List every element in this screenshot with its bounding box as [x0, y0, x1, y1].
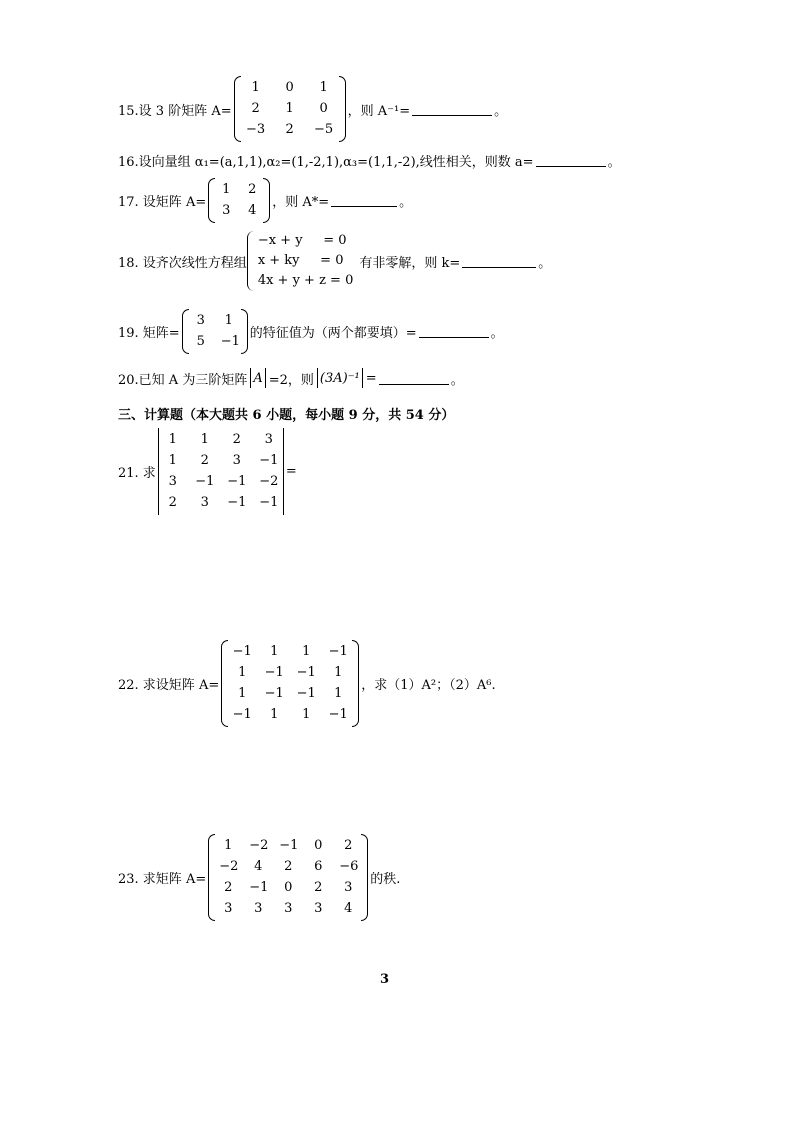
- matrix-cell: 2: [344, 838, 353, 853]
- matrix-cell: −2: [249, 838, 269, 853]
- matrix-cell: 1: [302, 707, 311, 722]
- matrix-cell: −1: [259, 495, 279, 510]
- matrix-cell: −1: [296, 686, 316, 701]
- matrix-cell: 0: [284, 880, 293, 895]
- q20-mid: =2，则: [268, 372, 314, 388]
- matrix-cell: 2: [232, 432, 241, 447]
- matrix-cell: 1: [334, 686, 343, 701]
- q17-answer-blank[interactable]: [331, 194, 397, 207]
- q22-suffix: ，求（1）A²；（2）A⁶.: [361, 678, 496, 693]
- matrix-cell: 1: [238, 665, 247, 680]
- q23-suffix: 的秩.: [370, 872, 401, 887]
- q15-matrix: [234, 76, 346, 142]
- matrix-cell: 2: [168, 495, 177, 510]
- matrix-cell: −1: [232, 707, 252, 722]
- matrix-cell: 6: [314, 859, 323, 874]
- matrix-cell: 1: [270, 707, 279, 722]
- matrix-cell: 0: [314, 838, 323, 853]
- q16-end: 。: [607, 155, 621, 170]
- q19-prefix: 19. 矩阵=: [118, 326, 180, 341]
- matrix-cell: −1: [227, 474, 247, 489]
- matrix-cell: 3: [222, 203, 231, 218]
- matrix-cell: 0: [285, 80, 294, 95]
- matrix-cell: 3: [314, 901, 323, 916]
- q21-suffix: =: [285, 464, 297, 479]
- q20-abs-b: (3A)⁻¹: [317, 368, 363, 388]
- matrix-cell: −3: [246, 122, 266, 137]
- matrix-cell: −1: [227, 495, 247, 510]
- q16-answer-blank[interactable]: [536, 154, 606, 167]
- matrix-cell: 3: [196, 313, 205, 328]
- matrix-cell: 4: [344, 901, 353, 916]
- q17-suffix: ，则 A*=: [272, 195, 330, 210]
- matrix-cell: 3: [232, 453, 241, 468]
- q15-answer-blank[interactable]: [412, 103, 492, 116]
- q15-end: 。: [494, 103, 508, 119]
- matrix-cell: 1: [238, 686, 247, 701]
- matrix-cell: 3: [254, 901, 263, 916]
- equation-line: x + ky = 0: [257, 253, 344, 268]
- question-16: [118, 151, 621, 170]
- matrix-cell: −5: [314, 122, 334, 137]
- q23-prefix: 23. 求矩阵 A=: [118, 872, 207, 887]
- matrix-cell: −1: [259, 453, 279, 468]
- matrix-cell: 1: [200, 432, 209, 447]
- matrix-cell: 3: [264, 432, 273, 447]
- matrix-cell: 1: [224, 313, 233, 328]
- matrix-cell: 1: [302, 644, 311, 659]
- q18-end: 。: [538, 255, 552, 271]
- q17-prefix: 17. 设矩阵 A=: [118, 195, 207, 210]
- q18-equation-system: [247, 231, 354, 291]
- question-18: [118, 231, 551, 291]
- matrix-cell: 2: [285, 122, 294, 137]
- matrix-cell: −1: [296, 665, 316, 680]
- matrix-cell: 1: [285, 101, 294, 116]
- q20-prefix: 20.已知 A 为三阶矩阵: [118, 372, 248, 388]
- matrix-cell: 4: [254, 859, 263, 874]
- matrix-cell: −1: [328, 644, 348, 659]
- equation-line: 4x + y + z = 0: [257, 273, 354, 288]
- q21-determinant: [158, 428, 284, 515]
- matrix-cell: 3: [344, 880, 353, 895]
- matrix-cell: 3: [224, 901, 233, 916]
- matrix-cell: −2: [259, 474, 279, 489]
- q19-end: 。: [490, 326, 504, 341]
- q20-end: 。: [450, 372, 464, 388]
- matrix-cell: 2: [251, 101, 260, 116]
- q22-prefix: 22. 求设矩阵 A=: [118, 678, 220, 693]
- matrix-cell: 2: [314, 880, 323, 895]
- matrix-cell: 3: [284, 901, 293, 916]
- matrix-cell: −1: [249, 880, 269, 895]
- matrix-cell: 1: [224, 838, 233, 853]
- matrix-cell: 1: [251, 80, 260, 95]
- matrix-cell: −1: [328, 707, 348, 722]
- matrix-cell: 1: [222, 182, 231, 197]
- page-number: 3: [380, 972, 390, 987]
- q18-answer-blank[interactable]: [462, 255, 536, 268]
- q20-answer-blank[interactable]: [379, 372, 449, 385]
- question-20: [118, 368, 464, 388]
- q19-matrix: [182, 309, 248, 354]
- q19-suffix: 的特征值为（两个都要填）=: [249, 326, 417, 341]
- matrix-cell: 5: [196, 334, 205, 349]
- matrix-cell: 2: [284, 859, 293, 874]
- q15-prefix: 15.设 3 阶矩阵 A=: [118, 103, 232, 119]
- matrix-cell: −1: [264, 665, 284, 680]
- matrix-cell: 2: [248, 182, 257, 197]
- q18-prefix: 18. 设齐次线性方程组: [118, 255, 247, 271]
- q20-suffix: =: [365, 370, 377, 386]
- matrix-cell: −1: [232, 644, 252, 659]
- q18-suffix: 有非零解，则 k=: [359, 255, 461, 271]
- q21-prefix: 21. 求: [118, 466, 156, 481]
- question-23: [118, 834, 400, 921]
- q19-answer-blank[interactable]: [419, 325, 489, 338]
- q23-matrix: [208, 834, 368, 921]
- q16-text: 16.设向量组 α₁=(a,1,1),α₂=(1,-2,1),α₃=(1,1,-2),线性相关，则数 a=: [118, 155, 534, 170]
- question-15: [118, 76, 507, 142]
- matrix-cell: −1: [195, 474, 215, 489]
- q15-suffix: ，则 A⁻¹=: [347, 103, 411, 119]
- matrix-cell: 0: [319, 101, 328, 116]
- matrix-cell: 2: [224, 880, 233, 895]
- q17-end: 。: [399, 195, 413, 210]
- q22-matrix: [221, 640, 359, 727]
- matrix-cell: 2: [200, 453, 209, 468]
- matrix-cell: 1: [334, 665, 343, 680]
- matrix-cell: 1: [319, 80, 328, 95]
- brace-icon: [247, 231, 254, 291]
- matrix-cell: 1: [168, 453, 177, 468]
- matrix-cell: 3: [200, 495, 209, 510]
- q20-abs-a: A: [250, 368, 265, 388]
- question-17: [118, 178, 412, 223]
- equation-line: −x + y = 0: [257, 233, 347, 248]
- matrix-cell: 4: [248, 203, 257, 218]
- q17-matrix: [208, 178, 270, 223]
- matrix-cell: −2: [219, 859, 239, 874]
- matrix-cell: −6: [339, 859, 359, 874]
- matrix-cell: −1: [279, 838, 299, 853]
- question-22: [118, 640, 496, 727]
- question-19: [118, 309, 504, 354]
- section-3-heading: 三、计算题（本大题共 6 小题，每小题 9 分，共 54 分）: [118, 408, 455, 423]
- question-21: [118, 428, 297, 515]
- matrix-cell: −1: [220, 334, 240, 349]
- matrix-cell: 1: [168, 432, 177, 447]
- matrix-cell: 1: [270, 644, 279, 659]
- matrix-cell: 3: [168, 474, 177, 489]
- matrix-cell: −1: [264, 686, 284, 701]
